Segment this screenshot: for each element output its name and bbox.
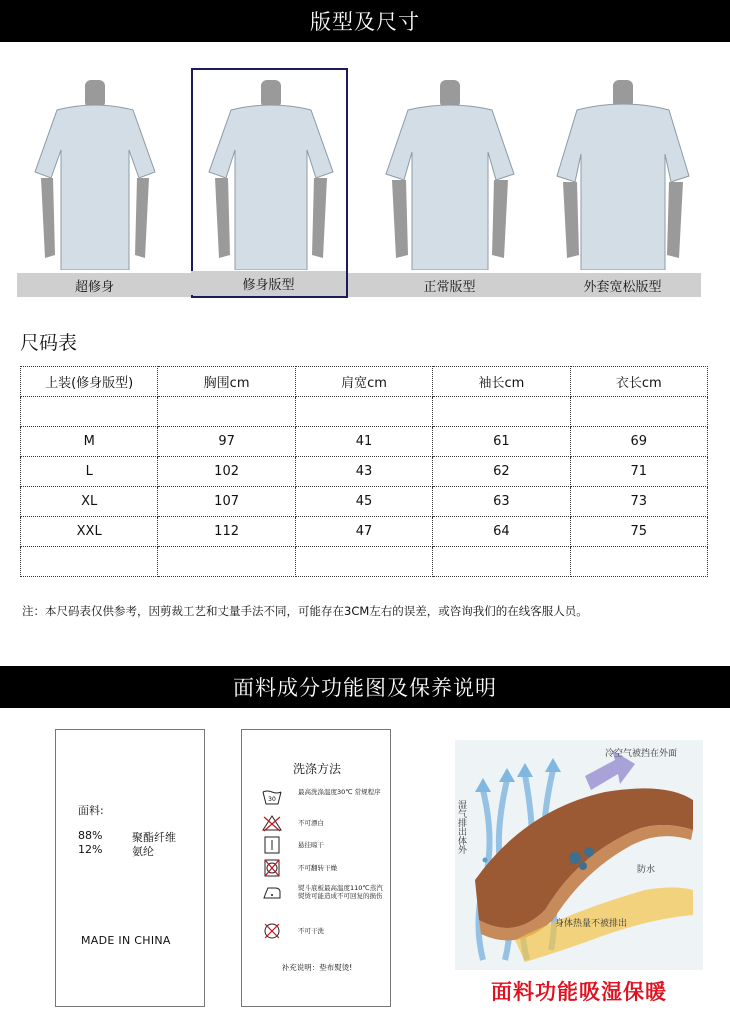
no-tumble-dry-icon bbox=[262, 859, 282, 877]
waterproof-label: 防水 bbox=[637, 865, 656, 875]
fit-options bbox=[0, 70, 730, 300]
table-cell: 71 bbox=[570, 457, 707, 487]
table-row bbox=[21, 397, 708, 427]
svg-text:30: 30 bbox=[268, 796, 276, 803]
table-cell bbox=[158, 397, 295, 427]
table-cell: 63 bbox=[433, 487, 570, 517]
care-title: 洗涤方法 bbox=[292, 762, 341, 776]
fabric-percent: 12% bbox=[78, 843, 103, 856]
table-cell bbox=[21, 397, 158, 427]
tshirt-model-icon bbox=[382, 80, 517, 270]
fit-option-super-slim[interactable] bbox=[17, 70, 172, 296]
wash-30-icon bbox=[262, 788, 282, 806]
table-header-cell: 胸围cm bbox=[158, 367, 295, 397]
care-text: 不可干洗 bbox=[298, 927, 324, 935]
table-cell: XL bbox=[21, 487, 158, 517]
table-cell bbox=[433, 397, 570, 427]
fabric-composition-row bbox=[78, 843, 154, 858]
table-cell: M bbox=[21, 427, 158, 457]
cold-air-label: 冷空气被挡在外面 bbox=[605, 749, 678, 759]
fabric-percent: 88% bbox=[78, 829, 103, 842]
fabric-label: 面料: bbox=[78, 804, 104, 817]
table-cell: 45 bbox=[295, 487, 432, 517]
table-cell: 97 bbox=[158, 427, 295, 457]
table-cell: 61 bbox=[433, 427, 570, 457]
table-header-cell: 衣长cm bbox=[570, 367, 707, 397]
table-row bbox=[21, 427, 708, 457]
fit-label: 正常版型 bbox=[372, 273, 527, 297]
table-cell: 112 bbox=[158, 517, 295, 547]
fit-label: 外套宽松版型 bbox=[545, 273, 700, 297]
table-cell: 64 bbox=[433, 517, 570, 547]
care-text: 不可漂白 bbox=[298, 819, 324, 827]
body-heat-label: 身体热量不被排出 bbox=[555, 919, 628, 929]
table-header-cell: 袖长cm bbox=[433, 367, 570, 397]
fabric-material: 聚酯纤维 bbox=[132, 831, 176, 844]
hang-dry-icon bbox=[262, 836, 282, 854]
table-cell: 75 bbox=[570, 517, 707, 547]
fabric-composition-row bbox=[78, 829, 176, 844]
moisture-label: 湿气排出体外 bbox=[456, 800, 466, 854]
fit-label: 超修身 bbox=[17, 273, 172, 297]
tshirt-model-icon bbox=[27, 80, 162, 270]
banner-title: 版型及尺寸 bbox=[310, 10, 420, 34]
fabric-material: 氨纶 bbox=[132, 845, 154, 858]
table-cell: 69 bbox=[570, 427, 707, 457]
fit-label: 修身版型 bbox=[191, 271, 346, 295]
table-cell bbox=[158, 547, 295, 577]
function-caption: 面料功能吸湿保暖 bbox=[491, 980, 667, 1004]
care-text: 最高洗涤温度30℃ 常规程序 bbox=[298, 788, 381, 796]
table-cell bbox=[570, 547, 707, 577]
iron-icon bbox=[262, 884, 282, 902]
fit-option-slim[interactable] bbox=[191, 68, 348, 298]
no-bleach-icon bbox=[262, 814, 282, 832]
table-cell bbox=[21, 547, 158, 577]
no-dry-clean-icon bbox=[262, 922, 282, 940]
size-chart-title: 尺码表 bbox=[20, 332, 78, 354]
fabric-tag bbox=[55, 729, 205, 1007]
table-row bbox=[21, 547, 708, 577]
table-cell: 47 bbox=[295, 517, 432, 547]
tshirt-model-icon bbox=[555, 80, 690, 270]
care-text: 不可翻转干燥 bbox=[298, 864, 337, 872]
table-header-cell: 肩宽cm bbox=[295, 367, 432, 397]
size-note: 注：本尺码表仅供参考，因剪裁工艺和丈量手法不同，可能存在3CM左右的误差，或咨询我们的在线客服人员。 bbox=[22, 604, 588, 618]
table-cell: 107 bbox=[158, 487, 295, 517]
fit-option-regular[interactable] bbox=[372, 70, 527, 296]
table-cell bbox=[295, 547, 432, 577]
care-text: 悬挂晾干 bbox=[298, 841, 324, 849]
fabric-function-diagram bbox=[455, 740, 703, 970]
section-banner-fit bbox=[0, 0, 730, 42]
table-cell bbox=[433, 547, 570, 577]
care-footnote: 补充说明：垫布熨烫! bbox=[281, 963, 353, 972]
banner-title: 面料成分功能图及保养说明 bbox=[233, 676, 497, 700]
table-header-row bbox=[21, 367, 708, 397]
table-row bbox=[21, 457, 708, 487]
table-cell: 41 bbox=[295, 427, 432, 457]
table-cell: 102 bbox=[158, 457, 295, 487]
section-banner-fabric bbox=[0, 666, 730, 708]
fit-option-loose[interactable] bbox=[545, 70, 700, 296]
table-cell bbox=[570, 397, 707, 427]
table-cell: 43 bbox=[295, 457, 432, 487]
table-row bbox=[21, 517, 708, 547]
table-cell: L bbox=[21, 457, 158, 487]
table-header-cell: 上装(修身版型) bbox=[21, 367, 158, 397]
table-cell bbox=[295, 397, 432, 427]
care-tag bbox=[241, 729, 391, 1007]
care-text: 熨斗底板最高温度110℃蒸汽熨烫可能造成不可回复的损伤 bbox=[298, 884, 383, 900]
table-cell: 73 bbox=[570, 487, 707, 517]
table-cell: 62 bbox=[433, 457, 570, 487]
tshirt-model-icon bbox=[203, 80, 338, 270]
table-cell: XXL bbox=[21, 517, 158, 547]
fabric-diagram-illustration bbox=[455, 740, 703, 970]
table-row bbox=[21, 487, 708, 517]
size-table bbox=[20, 366, 708, 577]
made-in-label: MADE IN CHINA bbox=[81, 934, 171, 947]
